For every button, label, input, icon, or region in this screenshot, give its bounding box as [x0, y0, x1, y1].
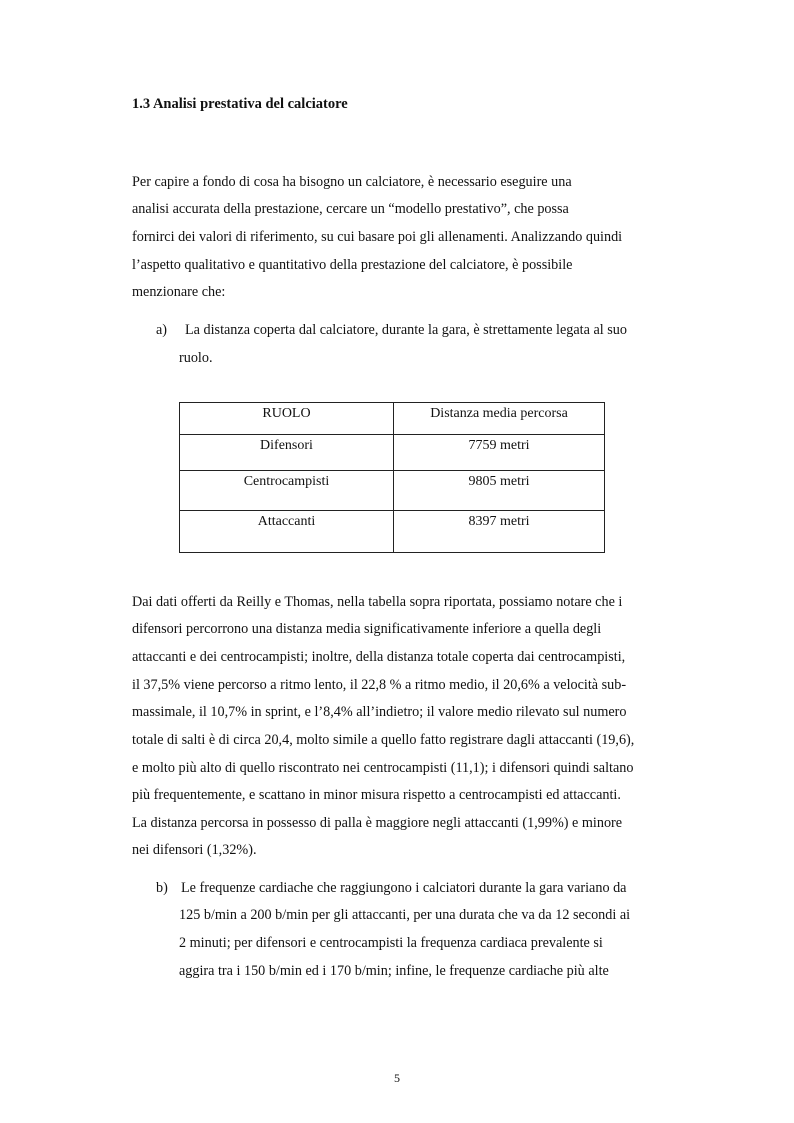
- table-row: [180, 511, 605, 553]
- intro-line-1: Per capire a fondo di cosa ha bisogno un calciatore, è necessario eseguire una: [132, 174, 572, 190]
- item-a-label: a): [156, 322, 168, 338]
- body-line-7: e molto più alto di quello riscontrato nei centrocampisti (11,1); i difensori quindi saltano: [132, 760, 634, 776]
- intro-line-5: menzionare che:: [132, 284, 226, 300]
- table-cell-role: Attaccanti: [180, 511, 394, 553]
- table-cell-distance: 7759 metri: [394, 435, 605, 471]
- item-b-line-4: aggira tra i 150 b/min ed i 170 b/min; infine, le frequenze cardiache più alte: [179, 963, 609, 979]
- section-heading: 1.3 Analisi prestativa del calciatore: [132, 96, 348, 112]
- table-cell-role: Difensori: [180, 435, 394, 471]
- body-line-4: il 37,5% viene percorso a ritmo lento, il 22,8 % a ritmo medio, il 20,6% a velocità sub-: [132, 677, 627, 693]
- table-cell-role: Centrocampisti: [180, 471, 394, 511]
- table-row: [180, 435, 605, 471]
- table-header-ruolo: RUOLO: [180, 403, 394, 435]
- table-row: [180, 471, 605, 511]
- table-cell-distance: 9805 metri: [394, 471, 605, 511]
- item-a-line-1: La distanza coperta dal calciatore, durante la gara, è strettamente legata al suo: [185, 322, 627, 338]
- body-line-1: Dai dati offerti da Reilly e Thomas, nella tabella sopra riportata, possiamo notare che i: [132, 594, 623, 610]
- body-line-6: totale di salti è di circa 20,4, molto simile a quello fatto registrare dagli attaccanti (19,6),: [132, 732, 635, 748]
- body-line-8: più frequentemente, e scattano in minor misura rispetto a centrocampisti ed attaccanti.: [132, 787, 621, 803]
- intro-line-3: fornirci dei valori di riferimento, su cui basare poi gli allenamenti. Analizzando quindi: [132, 229, 623, 245]
- item-b-label: b): [156, 880, 168, 896]
- table-header-distanza: Distanza media percorsa: [394, 403, 605, 435]
- body-line-5: massimale, il 10,7% in sprint, e l’8,4% all’indietro; il valore medio rilevato sul numero: [132, 704, 627, 720]
- item-b-line-2: 125 b/min a 200 b/min per gli attaccanti, per una durata che va da 12 secondi ai: [179, 907, 631, 923]
- body-line-9: La distanza percorsa in possesso di palla è maggiore negli attaccanti (1,99%) e minore: [132, 815, 623, 831]
- page-number: 5: [394, 1071, 400, 1085]
- body-line-2: difensori percorrono una distanza media significativamente inferiore a quella degli: [132, 621, 602, 637]
- body-line-3: attaccanti e dei centrocampisti; inoltre, della distanza totale coperta dai centrocampisti,: [132, 649, 626, 665]
- item-b-line-3: 2 minuti; per difensori e centrocampisti la frequenza cardiaca prevalente si: [179, 935, 603, 951]
- body-line-10: nei difensori (1,32%).: [132, 842, 257, 858]
- intro-line-2: analisi accurata della prestazione, cercare un “modello prestativo”, che possa: [132, 201, 569, 217]
- intro-line-4: l’aspetto qualitativo e quantitativo della prestazione del calciatore, è possibile: [132, 257, 573, 273]
- item-b-line-1: Le frequenze cardiache che raggiungono i calciatori durante la gara variano da: [181, 880, 627, 896]
- distance-table: [179, 402, 605, 553]
- table-cell-distance: 8397 metri: [394, 511, 605, 553]
- item-a-line-2: ruolo.: [179, 350, 213, 366]
- table-header-row: [180, 403, 605, 435]
